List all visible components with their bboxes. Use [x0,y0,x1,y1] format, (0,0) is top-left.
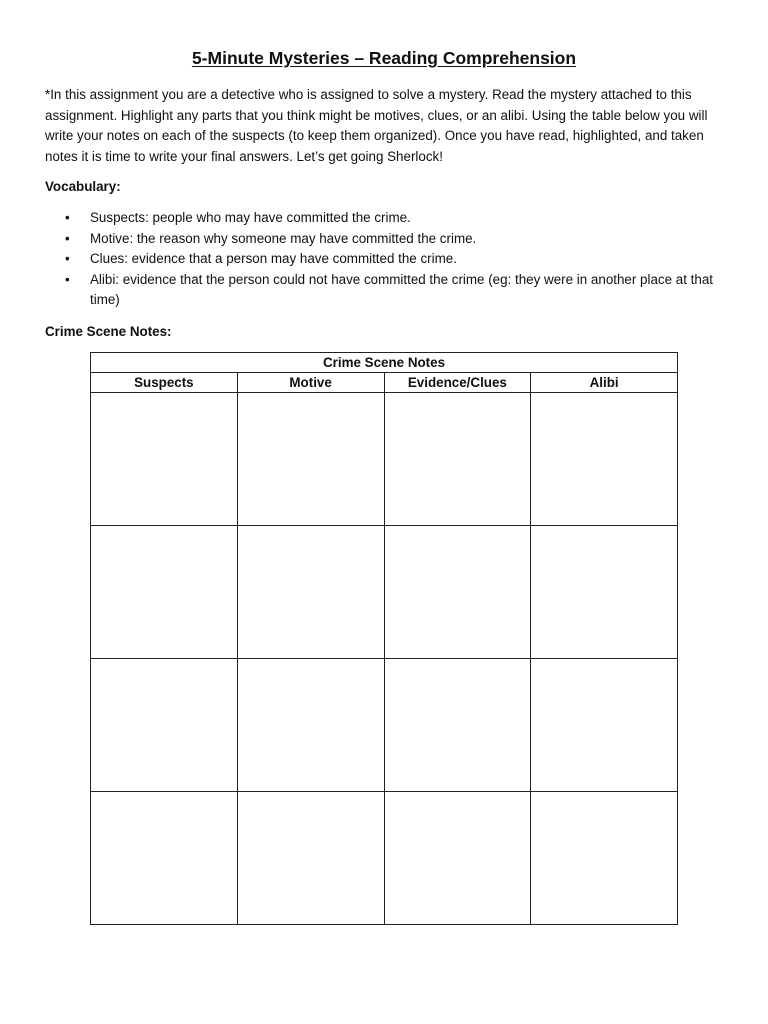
table-row [91,659,678,792]
vocabulary-text: Motive: the reason why someone may have committed the crime. [90,230,477,246]
vocabulary-list [45,208,723,311]
vocabulary-item-suspects [45,208,723,229]
column-header-alibi: Alibi [531,373,678,393]
crime-scene-notes-heading: Crime Scene Notes: [45,324,172,339]
vocabulary-item-motive [45,229,723,250]
motive-cell[interactable] [237,393,384,526]
evidence-cell[interactable] [384,659,531,792]
column-header-motive: Motive [237,373,384,393]
motive-cell[interactable] [237,659,384,792]
table-header-row [91,373,678,393]
vocabulary-item-alibi [45,270,723,311]
alibi-cell[interactable] [531,792,678,925]
column-header-evidence-clues: Evidence/Clues [384,373,531,393]
alibi-cell[interactable] [531,393,678,526]
column-header-suspects: Suspects [91,373,238,393]
suspect-cell[interactable] [91,526,238,659]
vocabulary-text: Suspects: people who may have committed the crime. [90,210,411,225]
bullet-icon: • [65,271,70,287]
table-row [91,792,678,925]
table-caption-row [91,353,678,373]
suspect-cell[interactable] [91,792,238,925]
suspect-cell[interactable] [91,393,238,526]
crime-scene-notes-table [90,352,678,925]
evidence-cell[interactable] [384,792,531,925]
motive-cell[interactable] [237,792,384,925]
vocabulary-text: Alibi: evidence that the person could not have committed the crime (eg: they were in another place at that time) [90,271,714,308]
page-title: 5-Minute Mysteries – Reading Comprehension [191,48,577,68]
alibi-cell[interactable] [531,526,678,659]
vocabulary-text: Clues: evidence that a person may have committed the crime. [90,251,457,267]
alibi-cell[interactable] [531,659,678,792]
assignment-instructions: *In this assignment you are a detective who is assigned to solve a mystery. Read the mystery attached to this assignment. Highlight any parts that you think might be motives, clues, or an alibi. Using the table below you will write your notes on each of the suspects (to keep them organized). Once you have read, highlighted, and taken notes it is time to write your final answers. Let’s get going Sherlock! [45,87,708,164]
table-row [91,393,678,526]
bullet-icon: • [65,230,70,246]
suspect-cell[interactable] [91,659,238,792]
bullet-icon: • [65,251,70,267]
evidence-cell[interactable] [384,526,531,659]
vocabulary-item-clues [45,249,723,270]
motive-cell[interactable] [237,526,384,659]
table-row [91,526,678,659]
bullet-icon: • [65,210,70,225]
evidence-cell[interactable] [384,393,531,526]
table-caption: Crime Scene Notes [91,353,678,373]
vocabulary-heading: Vocabulary: [45,179,121,194]
